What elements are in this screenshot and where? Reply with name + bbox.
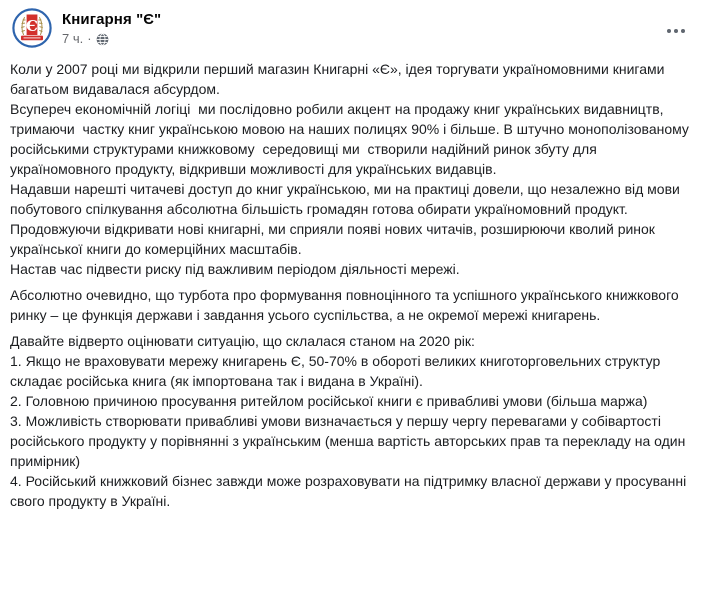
post-paragraph: 4. Російський книжковий бізнес завжди може розраховувати на підтримку власної держави у просуванні свого продукту в Україні. <box>10 473 691 509</box>
post-paragraph: Всупереч економічній логіці ми послідовно робили акцент на продажу книг українських видавництв, тримаючи частку книг українською мовою на наших полицях 90% і більше. В штучно монополізованому російськими структурами книжковому середовищі ми створили надійний ринок збуту для україномовного продукту, відкривши можливості для українських видавців. <box>10 101 693 177</box>
post-paragraph: Коли у 2007 році ми відкрили перший магазин Книгарні «Є», ідея торгувати україномовними книгами багатьом видавалася абсурдом. <box>10 61 669 97</box>
page-name-link[interactable]: Книгарня "Є" <box>62 11 162 28</box>
post-paragraph: 3. Можливість створювати привабливі умови визначається у першу чергу перевагами у собівартості російського продукту у порівнянні з українським (менша вартість авторських прав та перекладу на один примірник) <box>10 413 690 469</box>
post-paragraph: Абсолютно очевидно, що турбота про формування повноцінного та успішного українського книжкового ринку – це функція держави і завдання усього суспільства, а не окремої мережі книгарень. <box>10 287 683 323</box>
ellipsis-dot <box>674 29 678 33</box>
post-paragraph: 1. Якщо не враховувати мережу книгарень Є, 50-70% в обороті великих книготорговельних структур складає російська книга (як імпортована так і видана в Україні). <box>10 353 665 389</box>
post-header-meta <box>62 8 690 47</box>
dot-separator: · <box>87 31 92 46</box>
post-paragraph: Надавши нарешті читачеві доступ до книг українською, ми на практиці довели, що незалежно від мови побутового спілкування абсолютна більшість громадян готова обирати україномовний продукт. <box>10 181 684 217</box>
globe-icon <box>96 33 109 46</box>
post-subline <box>62 31 690 47</box>
post-paragraph: Настав час підвести риску під важливим періодом діяльності мережі. <box>10 261 460 277</box>
post-timestamp[interactable]: 7 ч. <box>62 31 84 46</box>
page-avatar[interactable] <box>12 8 52 48</box>
more-options-button[interactable] <box>660 20 692 42</box>
post-header <box>0 0 706 48</box>
ellipsis-dot <box>667 29 671 33</box>
bookstore-logo-icon <box>12 8 52 48</box>
post-paragraph: Давайте відверто оцінювати ситуацію, що склалася станом на 2020 рік: <box>10 333 475 349</box>
svg-text:Є: Є <box>26 16 38 35</box>
post-paragraph: 2. Головною причиною просування ритейлом російської книги є привабливі умови (більша маржа) <box>10 393 648 409</box>
post-text <box>0 59 706 511</box>
post-paragraph: Продовжуючи відкривати нові книгарні, ми сприяли появі нових читачів, розширюючи кволий ринок української книги до комерційних масштабів. <box>10 221 659 257</box>
ellipsis-dot <box>681 29 685 33</box>
